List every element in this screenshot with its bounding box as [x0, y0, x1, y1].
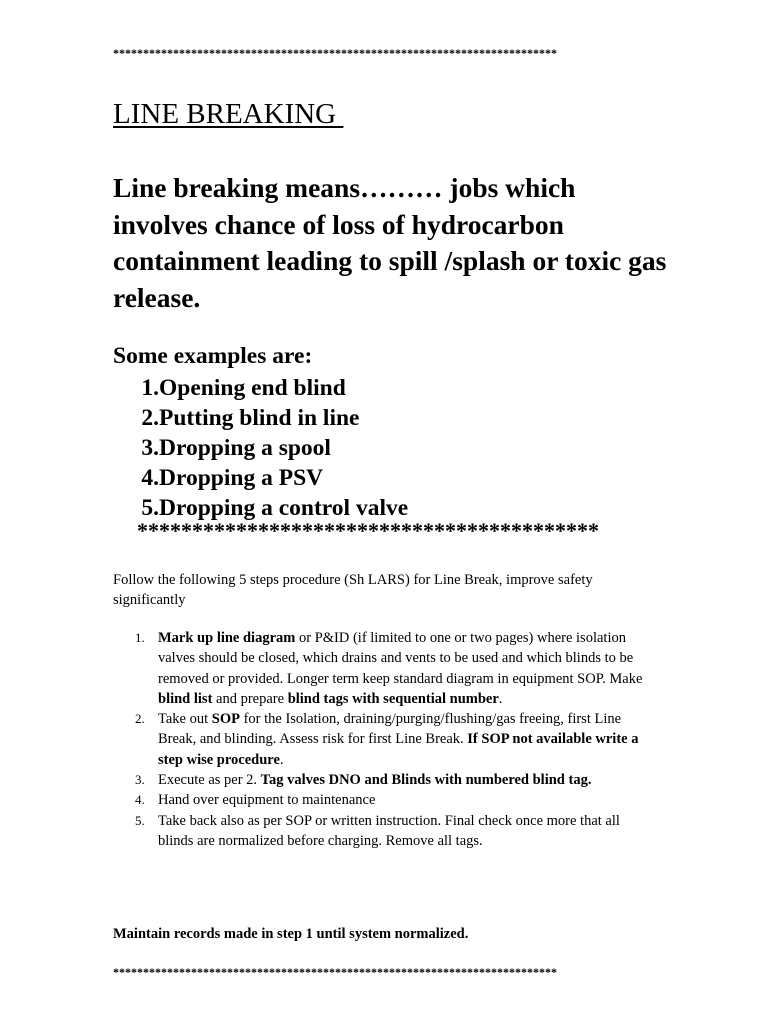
step-text: Take out	[158, 711, 212, 728]
step-text: or P&ID (if limited to one or two pages) where isolation valves should be closed, which drains and vents to be used and which blinds to be removed or provided. Longer term keep standard diagram in equipment SOP. Make	[158, 630, 643, 687]
middle-asterisk-rule: ******************************************	[137, 518, 599, 543]
list-text: Putting blind in line	[159, 405, 360, 431]
step-text-bold: blind tags with sequential number	[287, 690, 499, 707]
list-text: Dropping a control valve	[159, 495, 409, 521]
steps-list	[113, 628, 658, 851]
list-item	[113, 373, 408, 403]
step-item	[113, 709, 658, 770]
examples-list	[113, 373, 408, 523]
step-text-bold: Tag valves DNO and Blinds with numbered blind tag.	[260, 772, 592, 789]
step-text-bold: blind list	[158, 690, 213, 707]
list-number: 2.	[141, 405, 159, 431]
intro-paragraph: Follow the following 5 steps procedure (Sh LARS) for Line Break, improve safety significantly	[113, 572, 593, 608]
list-text: Dropping a spool	[159, 435, 331, 461]
step-text: and prepare	[212, 690, 288, 707]
step-item	[113, 790, 658, 810]
step-text-bold: Mark up line diagram	[158, 630, 296, 646]
step-number: 2.	[135, 711, 145, 727]
list-text: Dropping a PSV	[159, 465, 324, 491]
step-text: Hand over equipment to maintenance	[158, 792, 376, 809]
list-number: 1.	[141, 375, 159, 401]
list-number: 3.	[141, 435, 159, 461]
list-item	[113, 433, 408, 463]
step-number: 5.	[135, 812, 145, 828]
step-text: Execute as per 2.	[158, 772, 261, 789]
step-text: .	[498, 690, 503, 707]
records-note: Maintain records made in step 1 until system normalized.	[113, 926, 469, 942]
step-item	[113, 628, 658, 709]
step-text-bold: SOP	[211, 711, 240, 728]
step-item	[113, 811, 658, 852]
step-number: 4.	[135, 792, 145, 808]
list-number: 5.	[141, 495, 159, 521]
list-item	[113, 403, 408, 433]
step-text: .	[279, 751, 284, 768]
list-number: 4.	[141, 465, 159, 491]
page-title: LINE BREAKING	[113, 98, 344, 130]
definition-paragraph: Line breaking means……… jobs which involves chance of loss of hydrocarbon containment leading to spill /splash or toxic gas release.	[113, 172, 667, 313]
bottom-asterisk-rule: **************************************************************************	[113, 965, 557, 979]
step-text: Take back also as per SOP or written instruction. Final check once more that all blinds are normalized before charging. Remove all tags.	[158, 812, 620, 849]
step-text: for the Isolation, draining/purging/flushing/gas freeing, first Line Break, and blinding. Assess risk for first Line Break.	[158, 711, 622, 748]
list-text: Opening end blind	[159, 375, 346, 401]
step-item	[113, 770, 658, 790]
step-number: 3.	[135, 772, 145, 788]
top-asterisk-rule: **************************************************************************	[113, 46, 557, 60]
step-number: 1.	[135, 630, 145, 645]
step-text-bold: If SOP not available write a step wise procedure	[158, 731, 639, 768]
examples-heading: Some examples are:	[113, 343, 313, 369]
list-item	[113, 463, 408, 493]
